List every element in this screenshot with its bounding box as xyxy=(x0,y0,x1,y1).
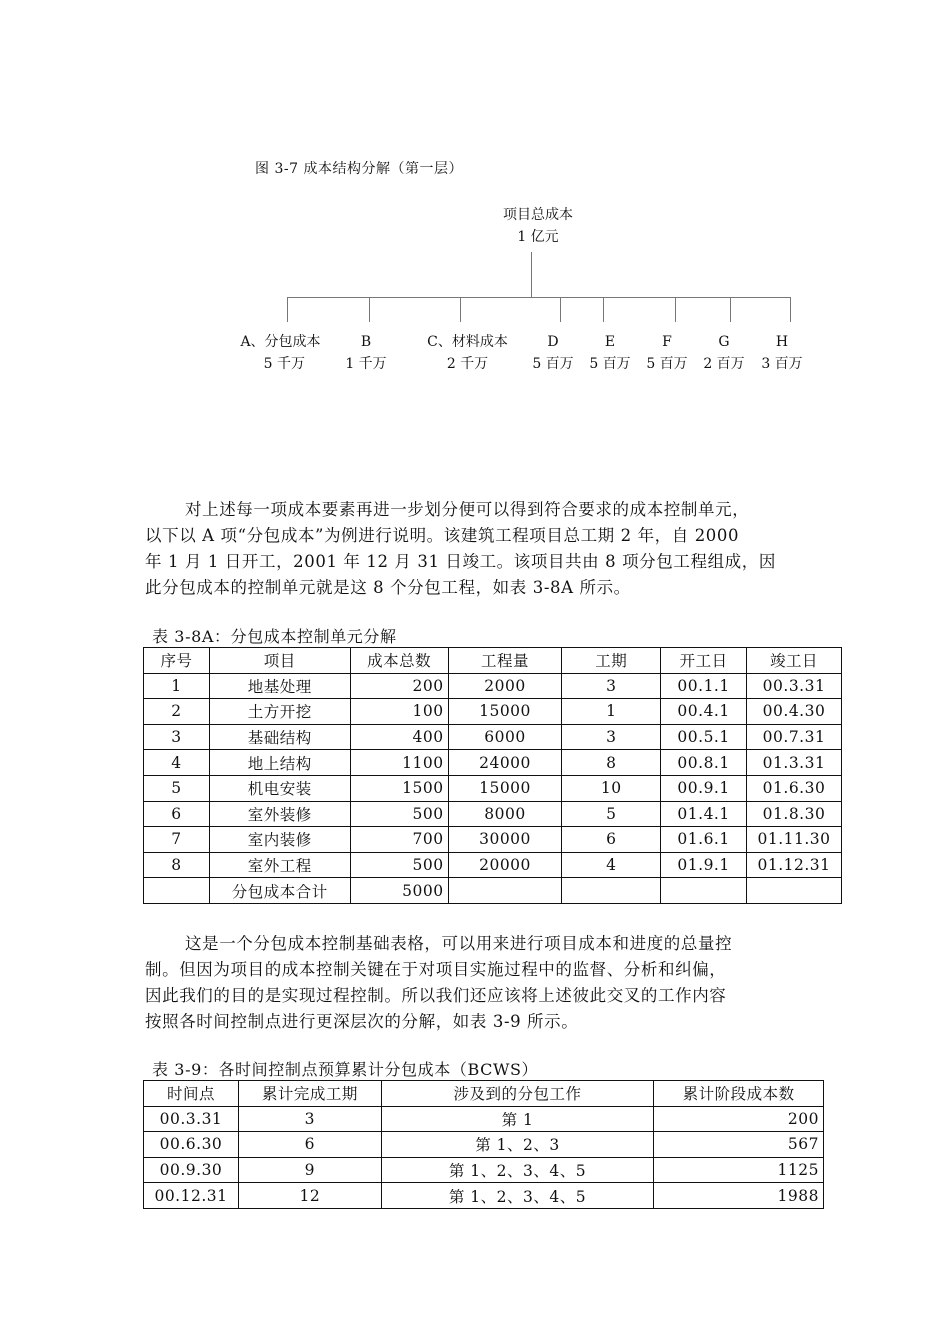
table-row xyxy=(144,852,842,878)
header-cell: 时间点 xyxy=(144,1081,239,1107)
table-row xyxy=(144,775,842,801)
table-cell: 室外工程 xyxy=(209,852,350,878)
table-cell xyxy=(562,878,661,904)
table-cell: 00.5.1 xyxy=(661,724,747,750)
table-cell: 室外装修 xyxy=(209,801,350,827)
table-cell: 30000 xyxy=(448,827,562,853)
child-node-value: 5 百万 xyxy=(532,356,574,372)
table-row xyxy=(144,673,842,699)
table-row xyxy=(144,724,842,750)
paragraph-line: 以下以 A 项“分包成本”为例进行说明。该建筑工程项目总工期 2 年，自 2000 xyxy=(145,526,740,545)
table-cell: 1500 xyxy=(350,775,448,801)
table-cell: 00.6.30 xyxy=(144,1132,239,1158)
header-cell: 涉及到的分包工作 xyxy=(381,1081,653,1107)
table-cell: 地上结构 xyxy=(209,750,350,776)
table-cell: 6 xyxy=(562,827,661,853)
table-cell: 3 xyxy=(562,724,661,750)
table-cell: 00.12.31 xyxy=(144,1183,239,1209)
table-cell: 00.4.1 xyxy=(661,699,747,725)
table-cell: 00.1.1 xyxy=(661,673,747,699)
paragraph-line: 按照各时间控制点进行更深层次的分解，如表 3-9 所示。 xyxy=(145,1012,579,1031)
table-cell: 2 xyxy=(144,699,210,725)
table-cell: 01.9.1 xyxy=(661,852,747,878)
table-cell: 机电安装 xyxy=(209,775,350,801)
header-cell: 累计完成工期 xyxy=(238,1081,381,1107)
table-cell: 1988 xyxy=(654,1183,824,1209)
child-node-e xyxy=(584,331,636,375)
child-node-f xyxy=(641,331,693,375)
child-node-value: 1 千万 xyxy=(345,356,387,372)
child-node-name: A、分包成本 xyxy=(240,334,321,350)
table-cell: 500 xyxy=(350,801,448,827)
table-cell: 200 xyxy=(350,673,448,699)
header-cell: 工程量 xyxy=(448,648,562,674)
table-cell: 01.12.31 xyxy=(747,852,842,878)
paragraph-line: 对上述每一项成本要素再进一步划分便可以得到符合要求的成本控制单元， xyxy=(185,500,750,519)
table-row xyxy=(144,1157,824,1183)
table-cell: 700 xyxy=(350,827,448,853)
table-cell: 1125 xyxy=(654,1157,824,1183)
child-node-value: 2 百万 xyxy=(703,356,745,372)
table-cell: 4 xyxy=(144,750,210,776)
child-node-name: F xyxy=(662,334,672,350)
header-cell: 竣工日 xyxy=(747,648,842,674)
table-cell: 5 xyxy=(144,775,210,801)
table-cell: 基础结构 xyxy=(209,724,350,750)
child-connector xyxy=(675,297,676,322)
table-cell xyxy=(144,878,210,904)
table-cell: 5 xyxy=(562,801,661,827)
table-header-row xyxy=(144,1081,824,1107)
child-connector xyxy=(730,297,731,322)
table-cell: 01.11.30 xyxy=(747,827,842,853)
child-node-d xyxy=(527,331,579,375)
table-cell xyxy=(661,878,747,904)
child-node-value: 5 百万 xyxy=(646,356,688,372)
table-cell: 土方开挖 xyxy=(209,699,350,725)
horizontal-connector xyxy=(287,297,790,298)
table-row xyxy=(144,827,842,853)
table-row xyxy=(144,1132,824,1158)
table-row xyxy=(144,699,842,725)
child-node-b xyxy=(336,331,396,375)
root-node-name: 项目总成本 xyxy=(503,207,573,223)
table-3-9-caption: 表 3-9：各时间控制点预算累计分包成本（BCWS） xyxy=(152,1060,539,1079)
table-cell: 15000 xyxy=(448,699,562,725)
table-cell: 00.9.30 xyxy=(144,1157,239,1183)
table-cell: 分包成本合计 xyxy=(209,878,350,904)
table-cell: 8 xyxy=(562,750,661,776)
table-cell xyxy=(448,878,562,904)
paragraph-line: 制。但因为项目的成本控制关键在于对项目实施过程中的监督、分析和纠偏， xyxy=(145,960,727,979)
child-node-g xyxy=(698,331,750,375)
table-cell: 第 1 xyxy=(381,1106,653,1132)
child-node-name: H xyxy=(775,334,789,350)
table-row xyxy=(144,1183,824,1209)
table-row xyxy=(144,750,842,776)
root-node xyxy=(488,204,588,248)
header-cell: 开工日 xyxy=(661,648,747,674)
header-cell: 成本总数 xyxy=(350,648,448,674)
header-cell: 序号 xyxy=(144,648,210,674)
child-node-name: D xyxy=(547,334,559,350)
paragraph-line: 这是一个分包成本控制基础表格，可以用来进行项目成本和进度的总量控 xyxy=(185,934,733,953)
paragraph-line: 因此我们的目的是实现过程控制。所以我们还应该将上述彼此交叉的工作内容 xyxy=(145,986,727,1005)
child-node-name: B xyxy=(360,334,372,350)
table-total-row xyxy=(144,878,842,904)
table-cell: 7 xyxy=(144,827,210,853)
header-cell: 项目 xyxy=(209,648,350,674)
table-cell: 室内装修 xyxy=(209,827,350,853)
table-cell: 9 xyxy=(238,1157,381,1183)
child-connector xyxy=(287,297,288,322)
paragraph-line: 此分包成本的控制单元就是这 8 个分包工程，如表 3-8A 所示。 xyxy=(145,578,631,597)
table-cell: 2000 xyxy=(448,673,562,699)
child-node-value: 5 百万 xyxy=(589,356,631,372)
table-cell: 00.3.31 xyxy=(747,673,842,699)
table-cell: 12 xyxy=(238,1183,381,1209)
child-connector xyxy=(460,297,461,322)
header-cell: 累计阶段成本数 xyxy=(654,1081,824,1107)
table-cell: 1 xyxy=(144,673,210,699)
child-node-value: 5 千万 xyxy=(263,356,305,372)
table-cell: 地基处理 xyxy=(209,673,350,699)
table-cell: 6000 xyxy=(448,724,562,750)
table-cell: 15000 xyxy=(448,775,562,801)
table-cell: 6 xyxy=(144,801,210,827)
child-node-c xyxy=(415,331,520,375)
table-cell: 5000 xyxy=(350,878,448,904)
table-cell: 第 1、2、3 xyxy=(381,1132,653,1158)
child-node-name: E xyxy=(604,334,616,350)
table-cell: 00.8.1 xyxy=(661,750,747,776)
child-node-a xyxy=(228,331,333,375)
table-cell: 3 xyxy=(144,724,210,750)
table-3-8a-caption: 表 3-8A：分包成本控制单元分解 xyxy=(152,627,397,646)
table-cell: 00.4.30 xyxy=(747,699,842,725)
table-cell: 00.9.1 xyxy=(661,775,747,801)
paragraph-line: 年 1 月 1 日开工，2001 年 12 月 31 日竣工。该项目共由 8 项分包工程组成，因 xyxy=(145,552,776,571)
table-3-9 xyxy=(143,1080,824,1209)
child-node-value: 3 百万 xyxy=(761,356,803,372)
table-cell: 10 xyxy=(562,775,661,801)
paragraph-1 xyxy=(145,497,825,601)
child-connector xyxy=(560,297,561,322)
table-cell: 3 xyxy=(562,673,661,699)
table-row xyxy=(144,1106,824,1132)
table-cell: 6 xyxy=(238,1132,381,1158)
table-cell: 01.6.1 xyxy=(661,827,747,853)
table-cell: 3 xyxy=(238,1106,381,1132)
child-connector xyxy=(603,297,604,322)
table-cell: 00.3.31 xyxy=(144,1106,239,1132)
table-cell: 567 xyxy=(654,1132,824,1158)
root-node-value: 1 亿元 xyxy=(517,229,559,245)
table-cell: 01.6.30 xyxy=(747,775,842,801)
table-cell: 第 1、2、3、4、5 xyxy=(381,1157,653,1183)
table-cell: 4 xyxy=(562,852,661,878)
table-cell: 20000 xyxy=(448,852,562,878)
table-cell: 01.3.31 xyxy=(747,750,842,776)
table-header-row xyxy=(144,648,842,674)
table-3-8a xyxy=(143,647,842,904)
header-cell: 工期 xyxy=(562,648,661,674)
table-cell: 400 xyxy=(350,724,448,750)
table-cell: 00.7.31 xyxy=(747,724,842,750)
table-cell: 01.8.30 xyxy=(747,801,842,827)
child-connector xyxy=(369,297,370,322)
child-node-h xyxy=(756,331,808,375)
child-node-value: 2 千万 xyxy=(446,356,489,372)
table-cell: 100 xyxy=(350,699,448,725)
table-cell: 8 xyxy=(144,852,210,878)
table-cell xyxy=(747,878,842,904)
child-node-name: G xyxy=(718,334,730,350)
table-cell: 24000 xyxy=(448,750,562,776)
child-connector xyxy=(790,297,791,322)
root-connector xyxy=(531,252,532,297)
table-cell: 200 xyxy=(654,1106,824,1132)
table-cell: 1 xyxy=(562,699,661,725)
table-cell: 1100 xyxy=(350,750,448,776)
table-cell: 500 xyxy=(350,852,448,878)
child-node-name: C、材料成本 xyxy=(427,334,508,350)
table-cell: 8000 xyxy=(448,801,562,827)
paragraph-2 xyxy=(145,931,825,1035)
figure-caption: 图 3-7 成本结构分解（第一层） xyxy=(255,161,463,177)
table-cell: 第 1、2、3、4、5 xyxy=(381,1183,653,1209)
table-row xyxy=(144,801,842,827)
table-cell: 01.4.1 xyxy=(661,801,747,827)
